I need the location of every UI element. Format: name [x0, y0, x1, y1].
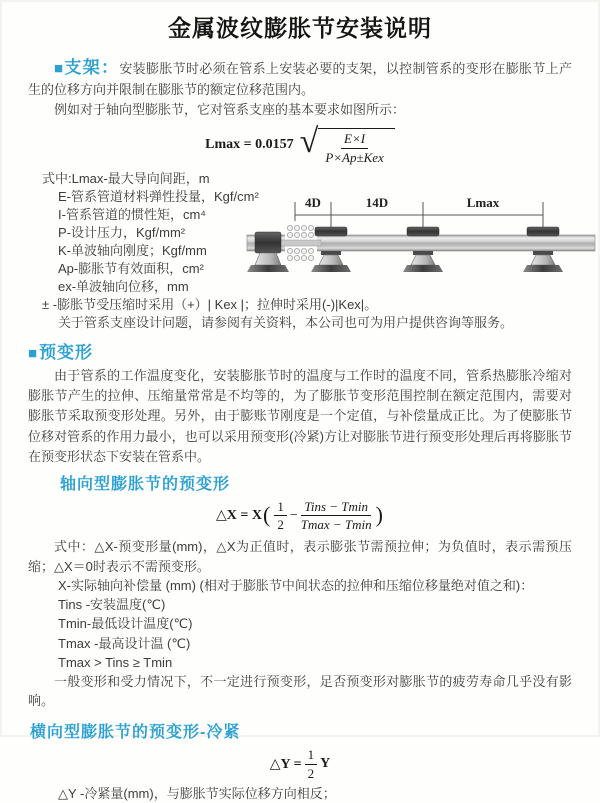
definition-line: P-设计压力，Kgf/mm²: [58, 224, 186, 240]
close-paren: ): [375, 501, 383, 527]
definition-line: I-管系管道的惯性矩，cm⁴: [58, 206, 206, 222]
lmax-formula: [28, 124, 572, 165]
lmax-fraction-numerator: E×I: [341, 131, 368, 149]
half-denominator: 2: [307, 765, 315, 781]
minus-sign: −: [289, 507, 298, 523]
predeform-heading-text: 预变形: [39, 343, 94, 363]
section-square-icon: ■: [28, 345, 39, 363]
definition-line: 关于管系支座设计问题，请参阅有关资料，本公司也可为用户提供咨询等服务。: [58, 315, 514, 331]
section-square-icon: ■: [54, 59, 64, 77]
support-example-text: 例如对于轴向型膨胀节，它对管系支座的基本要求如图所示：: [54, 101, 406, 117]
axial-explain-text: 式中：△X-预变形量(mm)，△X为正值时，表示膨张节需预拉伸；为负值时，表示需预压缩；△X＝0时表示不需预变形。: [28, 539, 572, 574]
temperature-fraction: [301, 499, 372, 533]
list-item: Tmax > Tins ≥ Tmin: [58, 654, 173, 670]
pipe-support-diagram: [243, 191, 598, 287]
predeform-body-text: 由于管系的工作温度变化，安装膨胀节时的温度与工作时的温度不同，管系热膨胀冷缩对膨胀节产生的拉伸、压缩量常常是不均等的，为了膨胀节变形范围控制在额定范围内，需要对膨胀节采取预变形处理。另外，由于膨账节刚度是一个定值，与补偿量成正比。为了使膨胀节位移对管系的作用力最小，也可以采用预变形(冷紧)方让对膨胀节进行预变形处理后再将膨胀节在预变形状态下安装在管系中。: [28, 368, 572, 464]
axial-note-text: 一般变形和受力情况下，不一定进行预变形，足否预变形对膨胀节的疲劳寿命几乎没有影响。: [28, 673, 572, 709]
axial-formula: [28, 499, 572, 533]
dim-label-4d: 4D: [305, 195, 321, 210]
list-item: △Y -冷紧量(mm)，与膨胀节实际位移方向相反；: [58, 786, 336, 802]
lmax-formula-lhs: Lmax = 0.0157: [205, 136, 294, 152]
axial-variables-list: [58, 577, 572, 672]
lateral-subsection-heading: 横向型膨胀节的预变形-冷紧: [30, 723, 241, 741]
predeform-section-heading: [28, 338, 572, 363]
axial-formula-lhs: △X = X: [216, 508, 262, 524]
definition-line: Ap-膨胀节有效面积，cm²: [58, 260, 204, 276]
support-section-paragraph: [28, 55, 572, 100]
page-title: 金属波纹膨胀节安装说明: [168, 15, 432, 41]
half-numerator: 1: [305, 747, 318, 765]
half-denominator: 2: [277, 517, 284, 533]
definition-line: E-管系管道材料弹性投量，Kgf/cm²: [58, 188, 259, 204]
half-numerator: 1: [274, 499, 287, 517]
list-item: Tmin-最低设计温度(℃): [58, 616, 193, 632]
list-item: X-实际轴向补偿量 (mm) (相对于膨胀节中间状态的拉伸和压缩位移量绝对值之和)：: [58, 578, 534, 594]
open-paren: (: [263, 501, 271, 527]
definition-line: ex-单波轴向位移，mm: [58, 278, 189, 294]
lateral-formula-rhs: Y: [320, 756, 331, 772]
definition-line: ± -膨胀节受压缩时采用（+）| Kex |；拉伸时采用(-)|Kex|。: [42, 297, 378, 313]
list-item: Tmax -最高设计温 (℃): [58, 635, 191, 651]
axial-subsection-heading: 轴向型膨胀节的预变形: [60, 475, 231, 493]
support-section-heading: 支架：: [64, 57, 120, 77]
lateral-note-line: [58, 785, 572, 803]
list-item: Tins -安装温度(℃): [58, 597, 166, 613]
definition-line: K-单波轴向刚度；Kgf/mm: [58, 242, 207, 258]
definition-line: 式中:Lmax-最大导向间距，m: [42, 170, 210, 186]
temp-numerator: Tins − Tmin: [301, 499, 371, 517]
lmax-fraction-denominator: P×Ap±Kex: [325, 149, 384, 165]
dim-label-14d: 14D: [365, 195, 389, 210]
lmax-fraction: [325, 131, 384, 165]
temp-denominator: Tmax − Tmin: [300, 517, 372, 533]
dim-label-lmax: Lmax: [466, 195, 500, 210]
lateral-formula-lhs: △Y =: [269, 756, 302, 772]
sqrt-radical: [300, 124, 395, 165]
half-fraction: [305, 747, 318, 781]
sqrt-sign-glyph: √: [299, 123, 319, 161]
support-intro-text: 安装膨胀节时必须在管系上安装必要的支架，以控制管系的变形在膨胀节上产生的位移方向并限制在膨胀节的额定位移范围内。: [28, 60, 572, 98]
half-fraction: [274, 499, 287, 533]
lateral-formula: [28, 747, 572, 781]
diagram-svg: [243, 191, 598, 287]
